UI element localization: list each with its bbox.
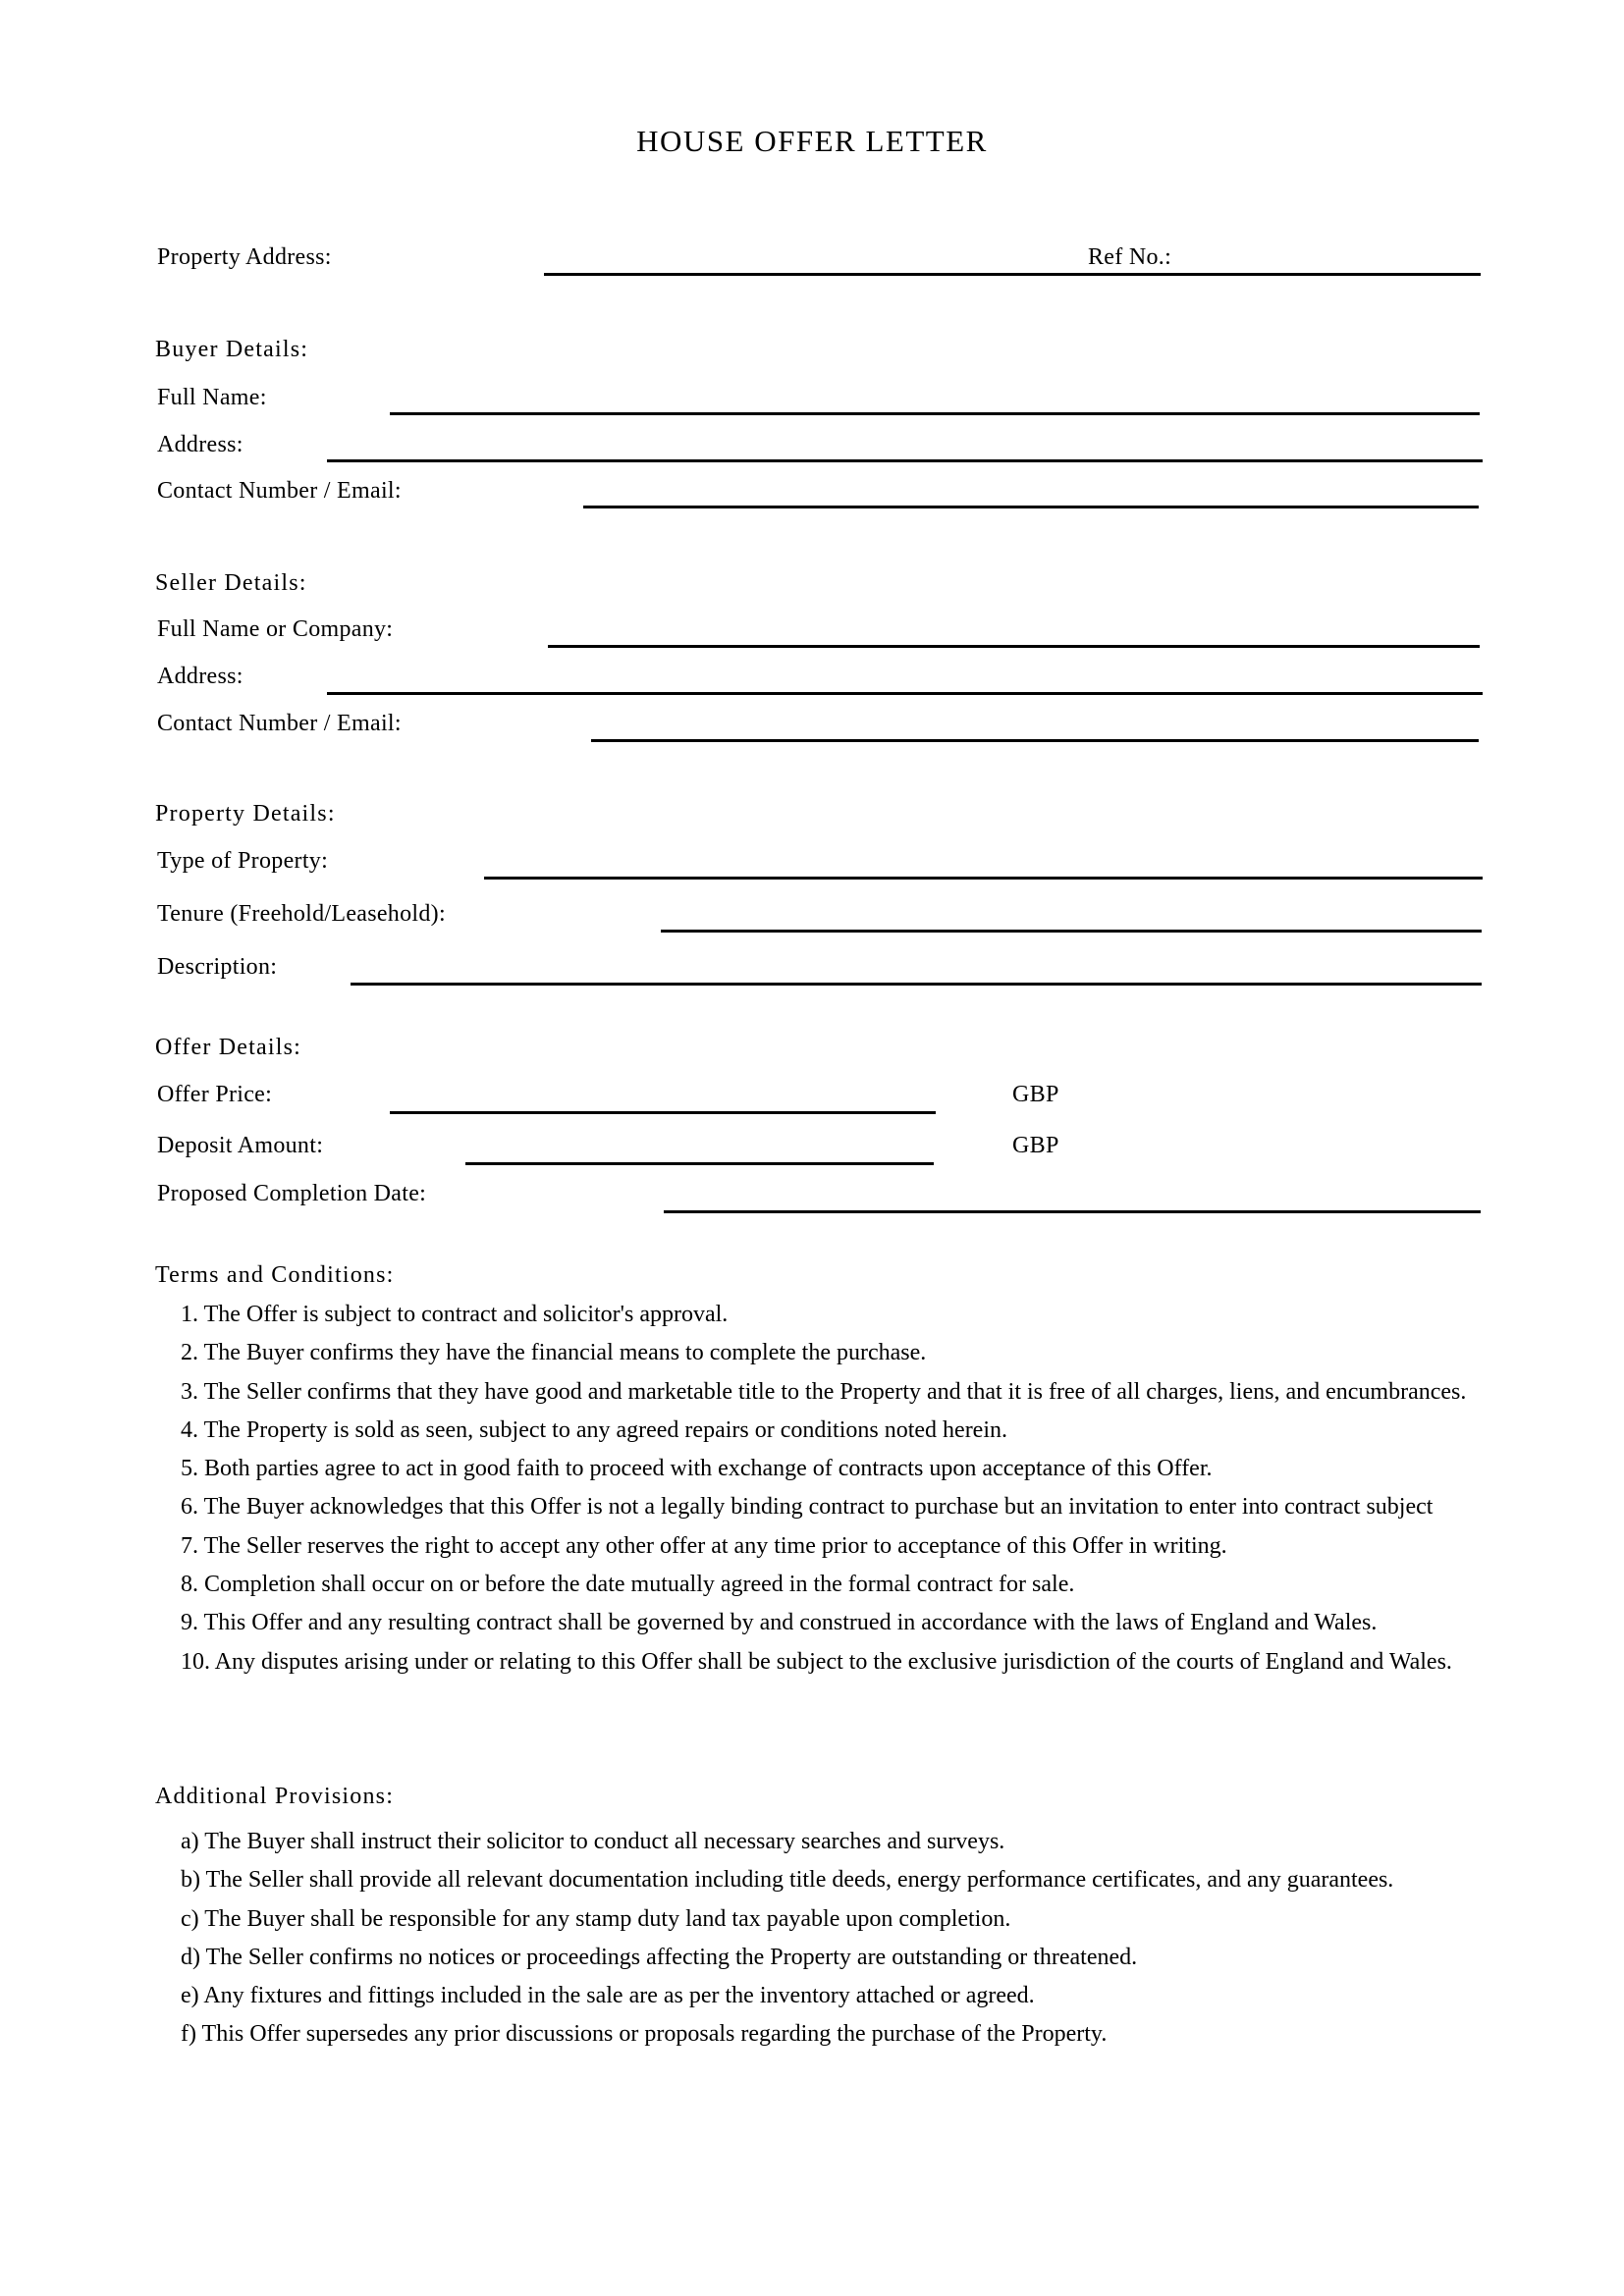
- property-address-field-line[interactable]: [544, 273, 1481, 276]
- deposit-amount-label: Deposit Amount:: [157, 1133, 324, 1158]
- terms-item: 9. This Offer and any resulting contract shall be governed by and construed in accordance with the laws of England and Wales.: [181, 1610, 1378, 1636]
- offer-details-heading: Offer Details:: [155, 1035, 301, 1060]
- seller-contact-field-line[interactable]: [591, 739, 1479, 742]
- completion-date-label: Proposed Completion Date:: [157, 1181, 427, 1206]
- provision-item: e) Any fixtures and fittings included in the sale are as per the inventory attached or agreed.: [181, 1983, 1035, 2009]
- terms-item: 5. Both parties agree to act in good faith to proceed with exchange of contracts upon acceptance of this Offer.: [181, 1456, 1213, 1482]
- seller-contact-label: Contact Number / Email:: [157, 711, 402, 736]
- provision-item: f) This Offer supersedes any prior discussions or proposals regarding the purchase of the Property.: [181, 2021, 1108, 2048]
- buyer-contact-label: Contact Number / Email:: [157, 478, 402, 504]
- buyer-full-name-label: Full Name:: [157, 385, 267, 410]
- provision-item: a) The Buyer shall instruct their solicitor to conduct all necessary searches and surveys.: [181, 1829, 1005, 1854]
- terms-item: 8. Completion shall occur on or before the date mutually agreed in the formal contract for sale.: [181, 1572, 1075, 1598]
- property-address-label: Property Address:: [157, 244, 332, 270]
- buyer-details-heading: Buyer Details:: [155, 337, 309, 362]
- buyer-address-label: Address:: [157, 432, 244, 457]
- provision-item: d) The Seller confirms no notices or proceedings affecting the Property are outstanding or threatened.: [181, 1944, 1138, 1970]
- terms-list: [181, 1296, 1466, 1682]
- seller-address-field-line[interactable]: [327, 692, 1483, 695]
- ref-no-label: Ref No.:: [1088, 244, 1172, 270]
- provision-item: b) The Seller shall provide all relevant documentation including title deeds, energy performance certificates, and any guarantees.: [181, 1867, 1394, 1894]
- seller-full-name-label: Full Name or Company:: [157, 616, 394, 642]
- offer-price-currency: GBP: [1012, 1082, 1059, 1107]
- additional-provisions-heading: Additional Provisions:: [155, 1784, 395, 1809]
- seller-full-name-field-line[interactable]: [548, 645, 1480, 648]
- offer-price-label: Offer Price:: [157, 1082, 273, 1107]
- seller-details-heading: Seller Details:: [155, 570, 307, 596]
- terms-item: 10. Any disputes arising under or relating to this Offer shall be subject to the exclusive jurisdiction of the courts of England and Wales.: [181, 1648, 1452, 1675]
- terms-item: 4. The Property is sold as seen, subject to any agreed repairs or conditions noted herein.: [181, 1416, 1008, 1443]
- terms-item: 2. The Buyer confirms they have the financial means to complete the purchase.: [181, 1340, 927, 1366]
- buyer-full-name-field-line[interactable]: [390, 412, 1480, 415]
- seller-address-label: Address:: [157, 664, 244, 689]
- page-title: HOUSE OFFER LETTER: [636, 124, 988, 158]
- tenure-label: Tenure (Freehold/Leasehold):: [157, 901, 446, 927]
- terms-item: 3. The Seller confirms that they have good and marketable title to the Property and that it is free of all charges, liens, and encumbrances.: [181, 1378, 1467, 1405]
- buyer-contact-field-line[interactable]: [583, 506, 1479, 508]
- terms-heading: Terms and Conditions:: [155, 1262, 395, 1288]
- provisions-list: [181, 1823, 1393, 2055]
- terms-item: 7. The Seller reserves the right to accept any other offer at any time prior to acceptance of this Offer in writing.: [181, 1532, 1227, 1559]
- deposit-currency: GBP: [1012, 1133, 1059, 1158]
- offer-price-field-line[interactable]: [390, 1111, 936, 1114]
- property-details-heading: Property Details:: [155, 801, 336, 827]
- provision-item: c) The Buyer shall be responsible for any stamp duty land tax payable upon completion.: [181, 1905, 1011, 1932]
- tenure-field-line[interactable]: [661, 930, 1482, 933]
- completion-date-field-line[interactable]: [664, 1210, 1481, 1213]
- description-label: Description:: [157, 954, 278, 980]
- deposit-amount-field-line[interactable]: [465, 1162, 934, 1165]
- property-type-field-line[interactable]: [484, 877, 1483, 880]
- buyer-address-field-line[interactable]: [327, 459, 1483, 462]
- description-field-line[interactable]: [351, 983, 1482, 986]
- property-type-label: Type of Property:: [157, 848, 329, 874]
- terms-item: 6. The Buyer acknowledges that this Offer is not a legally binding contract to purchase but an invitation to enter into contract subject: [181, 1494, 1434, 1521]
- terms-item: 1. The Offer is subject to contract and solicitor's approval.: [181, 1302, 729, 1327]
